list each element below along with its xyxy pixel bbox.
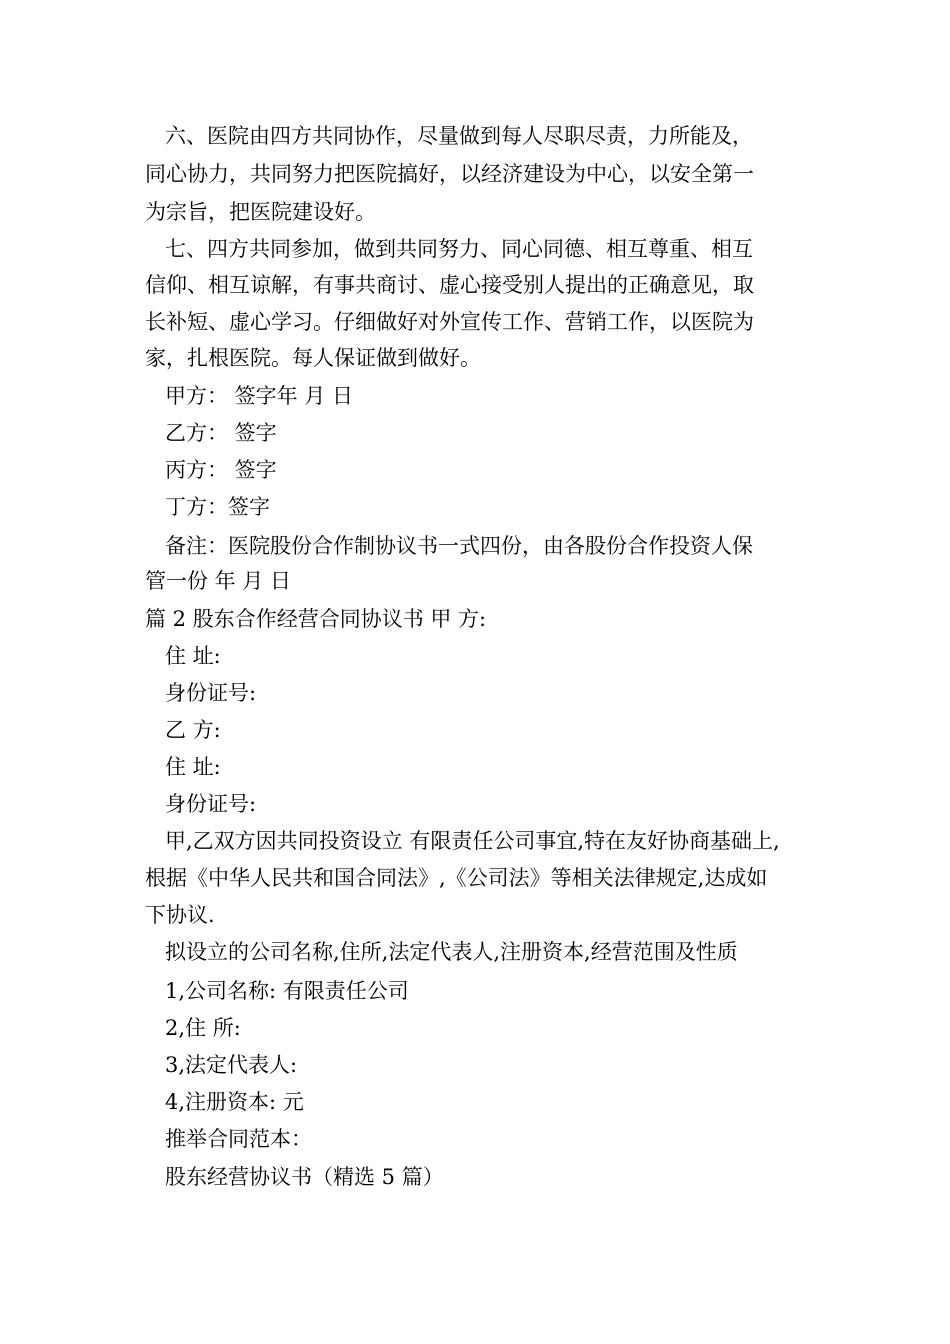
paragraph-7-line-4: 家，扎根医院。每人保证做到做好。: [145, 346, 481, 370]
party-c-signature: 丙方： 签字: [165, 458, 277, 482]
paragraph-6-line-2: 同心协力，共同努力把医院搞好，以经济建设为中心，以安全第一: [145, 162, 754, 186]
recommended-template-label: 推举合同范本：: [165, 1127, 312, 1151]
recommended-template-title: 股东经营协议书（精选 5 篇）: [165, 1165, 444, 1189]
agreement-intro-line-2: 根据《中华人民共和国合同法》,《公司法》等相关法律规定,达成如: [145, 866, 768, 890]
party-b-id-label: 身份证号:: [165, 792, 257, 816]
agreement-intro-line-3: 下协议.: [145, 903, 215, 927]
party-b-signature: 乙方： 签字: [165, 421, 277, 445]
section-2-heading: 篇 2 股东合作经营合同协议书 甲 方:: [145, 607, 487, 631]
party-b-address-label: 住 址:: [165, 755, 221, 779]
paragraph-7-line-1: 七、四方共同参加，做到共同努力、同心同德、相互尊重、相互: [165, 237, 753, 261]
paragraph-6-line-3: 为宗旨，把医院建设好。: [145, 200, 376, 224]
company-address-item: 2,住 所:: [165, 1016, 241, 1040]
paragraph-6-line-1: 六、医院由四方共同协作，尽量做到每人尽职尽责，力所能及，: [165, 124, 753, 148]
company-info-heading: 拟设立的公司名称,住所,法定代表人,注册资本,经营范围及性质: [165, 940, 738, 964]
remark-line-2: 管一份 年 月 日: [145, 569, 292, 593]
party-a-signature: 甲方： 签字年 月 日: [165, 384, 354, 408]
party-a-address-label: 住 址:: [165, 644, 221, 668]
paragraph-7-line-3: 长补短、虚心学习。仔细做好对外宣传工作、营销工作，以医院为: [145, 310, 754, 334]
legal-representative-item: 3,法定代表人:: [165, 1053, 298, 1077]
remark-line-1: 备注：医院股份合作制协议书一式四份，由各股份合作投资人保: [165, 534, 753, 558]
paragraph-7-line-2: 信仰、相互谅解，有事共商讨、虚心接受别人提出的正确意见，取: [145, 273, 754, 297]
party-a-id-label: 身份证号:: [165, 681, 257, 705]
agreement-intro-line-1: 甲,乙双方因共同投资设立 有限责任公司事宜,特在友好协商基础上,: [165, 829, 780, 853]
party-b-label: 乙 方:: [165, 718, 221, 742]
company-name-item: 1,公司名称: 有限责任公司: [165, 979, 409, 1003]
registered-capital-item: 4,注册资本: 元: [165, 1090, 304, 1114]
party-d-signature: 丁方：签字: [165, 495, 270, 519]
